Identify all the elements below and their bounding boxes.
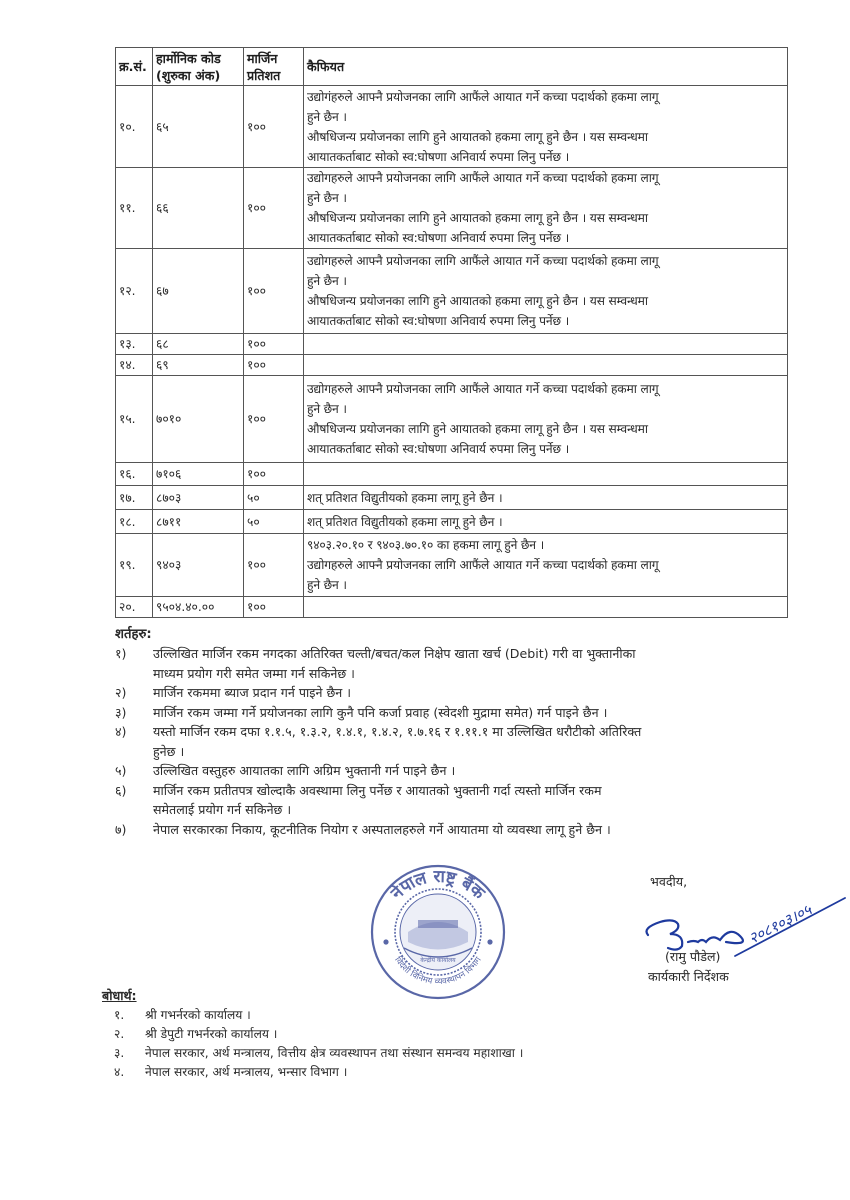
cell-remarks [304,355,788,376]
condition-text-line: माध्यम प्रयोग गरी समेत जम्मा गर्न सकिनेछ । [153,665,355,681]
condition-item [115,761,805,781]
cell-remarks [304,534,788,597]
cc-number: ४. [114,1065,125,1079]
stamp-bottom-text: विदेशी विनिमय व्यवस्थापन विभाग [392,955,484,988]
cell-margin-percent: १०० [244,168,304,249]
header-margin-percent [244,48,304,86]
cc-number: १. [114,1008,125,1022]
cc-heading: बोधार्थ: [102,988,137,1003]
table-row [116,86,788,168]
cell-remarks [304,510,788,534]
table-row [116,334,788,355]
cell-margin-percent: १०० [244,597,304,618]
cell-hs-code: ६८ [153,334,244,355]
remarks-line: आयातकर्ताबाट सोको स्व:घोषणा अनिवार्य रुपमा लिनु पर्नेछ । [307,231,570,245]
cell-hs-code: ९४०३ [153,534,244,597]
cell-margin-percent: १०० [244,355,304,376]
cell-hs-code: ६६ [153,168,244,249]
cc-text: श्री डेपुटी गभर्नरको कार्यालय । [145,1027,278,1041]
table-row [116,168,788,249]
table-row [116,463,788,486]
condition-number: ५) [115,763,127,778]
header-hs-code-line1: हार्मोनिक कोड [156,50,221,66]
header-margin-line1: मार्जिन [247,50,278,66]
remarks-line: हुने छैन । [307,109,347,124]
remarks-line: शत् प्रतिशत विद्युतीयको हकमा लागू हुने छैन । [307,490,503,505]
cc-number: २. [114,1027,125,1041]
condition-number: ३) [115,704,127,720]
condition-text-line: उल्लिखित वस्तुहरु आयातका लागि अग्रिम भुक्तानी गर्न पाइने छैन । [153,763,456,778]
remarks-line: हुने छैन । [307,191,347,205]
cc-item [114,1006,714,1025]
cell-hs-code: ७१०६ [153,463,244,486]
cc-item [114,1025,714,1044]
condition-number: ६) [115,782,127,798]
cell-serial: २०. [116,597,153,618]
condition-text-line: मार्जिन रकममा ब्याज प्रदान गर्न पाइने छैन । [153,685,352,700]
cell-margin-percent: १०० [244,86,304,168]
cell-margin-percent: १०० [244,463,304,486]
condition-item [115,703,805,723]
cell-remarks [304,463,788,486]
stamp-inner-text: केन्द्रीय कार्यालय [420,957,456,964]
cc-item [114,1063,714,1082]
cell-remarks [304,334,788,355]
remarks-line: आयातकर्ताबाट सोको स्व:घोषणा अनिवार्य रुपमा लिनु पर्नेछ । [307,149,570,164]
header-hs-code-line2: (शुरुका अंक) [156,67,221,83]
table-row [116,597,788,618]
closing-salutation: भवदीय, [650,874,688,889]
cell-serial: १३. [116,334,153,355]
table-row [116,376,788,463]
cc-list [114,1006,714,1082]
condition-number: ४) [115,724,127,739]
remarks-line: औषधिजन्य प्रयोजनका लागि हुने आयातको हकमा लागू हुने छैन । यस सम्वन्धमा [307,294,648,308]
cell-hs-code: ६५ [153,86,244,168]
condition-number: १) [115,646,127,661]
cell-serial: ११. [116,168,153,249]
cell-hs-code: ७०१० [153,376,244,463]
table-row [116,486,788,510]
cell-margin-percent: १०० [244,534,304,597]
remarks-line: उद्योगहरुले आफ्नै प्रयोजनका लागि आफैंले आयात गर्ने कच्चा पदार्थको हकमा लागू [307,171,659,185]
official-seal-stamp [368,862,508,1002]
remarks-line: आयातकर्ताबाट सोको स्व:घोषणा अनिवार्य रुपमा लिनु पर्नेछ । [307,314,570,328]
header-hs-code [153,48,244,86]
cell-serial: १६. [116,463,153,486]
remarks-line: औषधिजन्य प्रयोजनका लागि हुने आयातको हकमा लागू हुने छैन । यस सम्वन्धमा [307,422,648,436]
table-row [116,249,788,334]
condition-number: २) [115,685,127,700]
condition-item [115,644,805,683]
table-row [116,534,788,597]
cell-margin-percent: १०० [244,249,304,334]
cell-hs-code: ६७ [153,249,244,334]
cc-item [114,1044,714,1063]
cc-text: नेपाल सरकार, अर्थ मन्त्रालय, भन्सार विभाग । [145,1065,348,1079]
condition-text-line: मार्जिन रकम प्रतीतपत्र खोल्दाकै अवस्थामा लिनु पर्नेछ र आयातको भुक्तानी गर्दा त्यस्तो मार्जिन रकम [153,782,602,798]
condition-text-line: मार्जिन रकम जम्मा गर्ने प्रयोजनका लागि कुनै पनि कर्जा प्रवाह (स्वेदशी मुद्रामा समेत) गर्न पाइने छैन । [153,704,608,720]
condition-text-line: उल्लिखित मार्जिन रकम नगदका अतिरिक्त चल्ती/बचत/कल निक्षेप खाता खर्च (Debit) गरी वा भुक्तानीका [153,646,636,661]
cell-serial: १८. [116,510,153,534]
cell-margin-percent: ५० [244,486,304,510]
conditions-heading: शर्तहरु: [115,627,152,642]
condition-number: ७) [115,821,127,837]
remarks-line: औषधिजन्य प्रयोजनका लागि हुने आयातको हकमा लागू हुने छैन । यस सम्वन्धमा [307,211,648,225]
signer-name: (रामु पौडेल) [665,949,721,964]
signer-designation: कार्यकारी निर्देशक [648,969,729,984]
cell-hs-code: ९५०४.४०.०० [153,597,244,618]
condition-item [115,781,805,820]
conditions-list [115,644,805,839]
header-margin-line2: प्रतिशत [247,67,281,83]
signature-date: २०८१०३।०५ [745,900,815,948]
condition-item [115,820,805,840]
header-serial: क्र.सं. [116,48,153,86]
cell-margin-percent: ५० [244,510,304,534]
table-header-row [116,48,788,86]
remarks-line: ९४०३.२०.१० र ९४०३.७०.१० का हकमा लागू हुने छैन । [307,538,545,552]
cell-hs-code: ८७११ [153,510,244,534]
header-remarks: कैफियत [304,48,788,86]
remarks-line: शत् प्रतिशत विद्युतीयको हकमा लागू हुने छैन । [307,514,503,529]
remarks-line: उद्योगहरुले आफ्नै प्रयोजनका लागि आफैंले आयात गर्ने कच्चा पदार्थको हकमा लागू [307,558,659,572]
condition-text-line: यस्तो मार्जिन रकम दफा १.१.५, १.३.२, १.४.१, १.४.२, १.७.१६ र १.११.१ मा उल्लिखित धरौटीको अतिरिक्त [153,724,642,739]
cell-serial: १२. [116,249,153,334]
cell-remarks [304,597,788,618]
condition-item [115,722,805,761]
cell-serial: १७. [116,486,153,510]
cell-serial: १०. [116,86,153,168]
table-body [116,86,788,618]
remarks-line: उद्योगंहरुले आफ्नै प्रयोजनका लागि आफैंले आयात गर्ने कच्चा पदार्थको हकमा लागू [307,89,659,104]
stamp-top-text: नेपाल राष्ट्र बैंक [387,866,489,904]
remarks-line: हुने छैन । [307,402,347,416]
cell-remarks [304,86,788,168]
remarks-line: उद्योगहरुले आफ्नै प्रयोजनका लागि आफैंले आयात गर्ने कच्चा पदार्थको हकमा लागू [307,254,659,268]
remarks-line: हुने छैन । [307,578,347,592]
condition-text-line: नेपाल सरकारका निकाय, कूटनीतिक नियोग र अस्पतालहरुले गर्ने आयातमा यो व्यवस्था लागू हुने छैन । [153,821,611,837]
remarks-line: उद्योगहरुले आफ्नै प्रयोजनका लागि आफैंले आयात गर्ने कच्चा पदार्थको हकमा लागू [307,382,659,396]
cc-text: नेपाल सरकार, अर्थ मन्त्रालय, वित्तीय क्षेत्र व्यवस्थापन तथा संस्थान समन्वय महाशाखा । [145,1046,524,1060]
cell-margin-percent: १०० [244,334,304,355]
condition-text-line: हुनेछ । [153,743,185,759]
remarks-line: आयातकर्ताबाट सोको स्व:घोषणा अनिवार्य रुपमा लिनु पर्नेछ । [307,442,570,456]
margin-rate-table [115,47,788,618]
cell-remarks [304,376,788,463]
condition-text-line: समेतलाई प्रयोग गर्न सकिनेछ । [153,802,292,817]
cell-hs-code: ६९ [153,355,244,376]
cell-serial: १९. [116,534,153,597]
cell-remarks [304,486,788,510]
cell-remarks [304,249,788,334]
table-row [116,355,788,376]
cell-serial: १४. [116,355,153,376]
cell-hs-code: ८७०३ [153,486,244,510]
cc-number: ३. [114,1046,125,1060]
remarks-line: हुने छैन । [307,274,347,288]
cell-remarks [304,168,788,249]
cell-serial: १५. [116,376,153,463]
cell-margin-percent: १०० [244,376,304,463]
remarks-line: औषधिजन्य प्रयोजनका लागि हुने आयातको हकमा लागू हुने छैन । यस सम्वन्धमा [307,129,648,144]
table-row [116,510,788,534]
cc-text: श्री गभर्नरको कार्यालय । [145,1008,251,1022]
condition-item [115,683,805,703]
